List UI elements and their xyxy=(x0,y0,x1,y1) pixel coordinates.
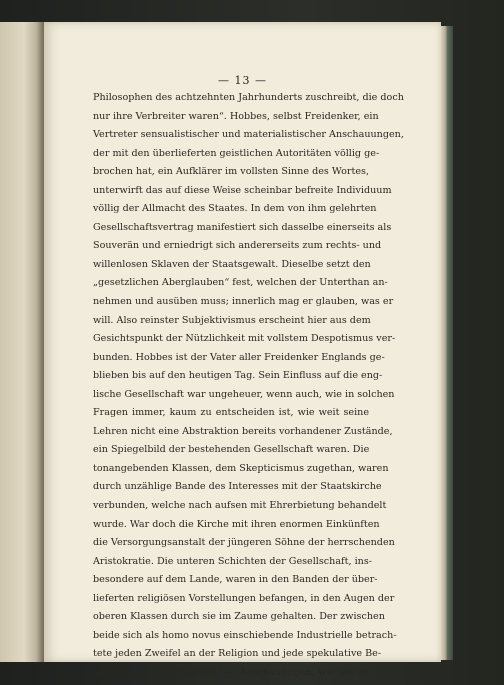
text-line: Gesellschaftsvertrag manifestiert sich dasselbe einerseits als xyxy=(93,221,392,233)
text-line: blieben bis auf den heutigen Tag. Sein Einfluss auf die eng- xyxy=(93,370,383,382)
text-line: der mit den überlieferten geistlichen Autoritäten völlig ge- xyxy=(93,147,380,159)
text-line: Lehren nicht eine Abstraktion bereits vorhandener Zustände, xyxy=(93,425,393,437)
book-page xyxy=(44,22,441,678)
text-line: tete jeden Zweifel an der Religion und jede spekulative Be- xyxy=(93,648,382,660)
text-line: beide sich als homo novus einschiebende Industrielle betrach- xyxy=(93,629,397,641)
text-line: unterwirft das auf diese Weise scheinbar befreite Individuum xyxy=(93,184,392,196)
text-line: „gesetzlichen Aberglauben“ fest, welchen der Unterthan an- xyxy=(93,277,388,289)
page-number: — 13 — xyxy=(218,74,267,87)
text-line: brochen hat, ein Aufklärer im vollsten Sinne des Wortes, xyxy=(93,166,369,178)
text-line: die Versorgungsanstalt der jüngeren Söhne der herrschenden xyxy=(93,537,395,549)
text-line: Fragen immer, kaum zu entscheiden ist, wie weit seine xyxy=(93,407,369,419)
text-line: durch unzählige Bande des Interesses mit der Staatskirche xyxy=(93,481,382,493)
text-line: will. Also reinster Subjektivismus erscheint hier aus dem xyxy=(93,314,371,326)
text-line: Souverän und erniedrigt sich andererseits zum rechts- und xyxy=(93,240,382,252)
text-line: lieferten religiösen Vorstellungen befangen, in den Augen der xyxy=(93,592,395,604)
text-line: wurde. War doch die Kirche mit ihren enormen Einkünften xyxy=(93,518,380,530)
text-line: völlig der Allmacht des Staates. In dem von ihm gelehrten xyxy=(93,203,377,215)
body-text xyxy=(93,89,404,683)
text-line: Aristokratie. Die unteren Schichten der Gesellschaft, ins- xyxy=(93,555,372,567)
book-cover-edge xyxy=(441,26,453,660)
text-line: willenlosen Sklaven der Staatsgewalt. Dieselbe setzt den xyxy=(93,258,371,270)
text-line: lische Gesellschaft war ungeheuer, wenn auch, wie in solchen xyxy=(93,388,395,400)
text-line: verbunden, welche nach aufsen mit Ehrerbietung behandelt xyxy=(93,500,387,512)
text-line: bunden. Hobbes ist der Vater aller Freidenker Englands ge- xyxy=(93,351,385,363)
text-line: ein Spiegelbild der bestehenden Gesellschaft waren. Die xyxy=(93,444,370,456)
text-line: Gesichtspunkt der Nützlichkeit mit vollstem Despotismus ver- xyxy=(93,333,396,345)
text-line: mühung als „unpraktisch“ — Anschauungen, wie sie im xyxy=(93,666,369,678)
text-line: nehmen und ausüben muss; innerlich mag er glauben, was er xyxy=(93,296,394,308)
text-line: Philosophen des achtzehnten Jahrhunderts zuschreibt, die doch xyxy=(93,92,404,103)
text-line: nur ihre Verbreiter waren“. Hobbes, selbst Freidenker, ein xyxy=(93,110,379,122)
text-line: besondere auf dem Lande, waren in den Banden der über- xyxy=(93,574,378,586)
text-line: tonangebenden Klassen, dem Skepticismus zugethan, waren xyxy=(93,462,389,474)
text-line: Vertreter sensualistischer und materialistischer Anschauungen, xyxy=(93,129,404,141)
text-line: oberen Klassen durch sie im Zaume gehalten. Der zwischen xyxy=(93,611,385,623)
